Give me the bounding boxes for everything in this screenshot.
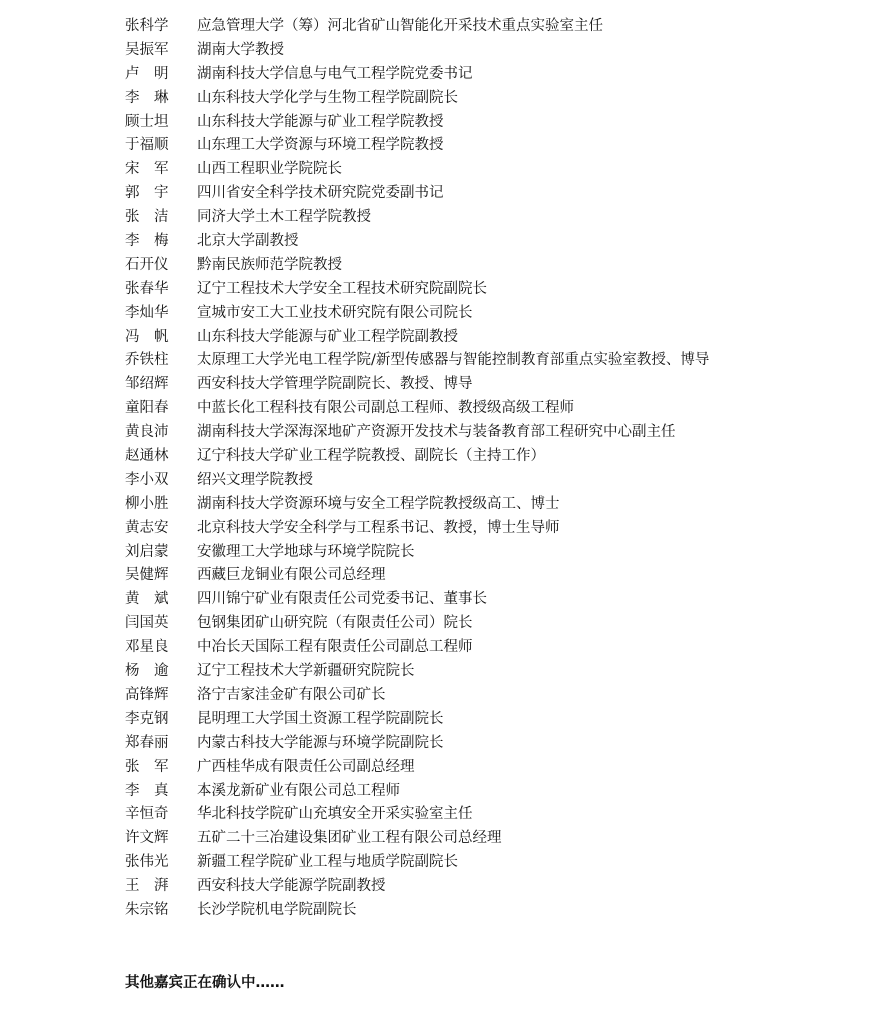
- guest-name: 李 琳: [125, 89, 169, 106]
- guest-name: 高锋辉: [125, 686, 169, 703]
- guest-name: 黄志安: [125, 519, 169, 536]
- guest-name: 顾士坦: [125, 113, 169, 130]
- guest-name: 郑春丽: [125, 734, 169, 751]
- guest-name: 刘启蒙: [125, 543, 169, 560]
- guest-title: 辽宁工程技术大学新疆研究院院长: [197, 663, 415, 680]
- guest-list: [125, 15, 865, 923]
- guest-title: 本溪龙新矿业有限公司总工程师: [197, 782, 400, 799]
- guest-name: 李小双: [125, 471, 169, 488]
- guest-title: 包钢集团矿山研究院（有限责任公司）院长: [197, 615, 473, 632]
- guest-row: [125, 134, 865, 158]
- guest-title: 西藏巨龙铜业有限公司总经理: [197, 567, 386, 584]
- guest-title: 内蒙古科技大学能源与环境学院副院长: [197, 734, 444, 751]
- guest-row: [125, 15, 865, 39]
- guest-name: 朱宗铭: [125, 901, 169, 918]
- guest-row: [125, 541, 865, 565]
- guest-row: [125, 254, 865, 278]
- guest-title: 黔南民族师范学院教授: [197, 256, 342, 273]
- guest-row: [125, 780, 865, 804]
- guest-row: [125, 158, 865, 182]
- guest-title: 同济大学土木工程学院教授: [197, 209, 371, 226]
- guest-row: [125, 206, 865, 230]
- guest-row: [125, 87, 865, 111]
- guest-row: [125, 732, 865, 756]
- guest-row: [125, 63, 865, 87]
- guest-title: 湖南科技大学深海深地矿产资源开发技术与装备教育部工程研究中心副主任: [197, 424, 676, 441]
- guest-title: 长沙学院机电学院副院长: [197, 901, 357, 918]
- guest-row: [125, 827, 865, 851]
- guest-title: 辽宁工程技术大学安全工程技术研究院副院长: [197, 280, 487, 297]
- guest-row: [125, 397, 865, 421]
- guest-row: [125, 445, 865, 469]
- guest-name: 李 真: [125, 782, 169, 799]
- guest-name: 闫国英: [125, 615, 169, 632]
- guest-name: 张春华: [125, 280, 169, 297]
- guest-name: 黄 斌: [125, 591, 169, 608]
- guest-row: [125, 517, 865, 541]
- guest-name: 李 梅: [125, 233, 169, 250]
- guest-row: [125, 111, 865, 135]
- guest-title: 洛宁吉家洼金矿有限公司矿长: [197, 686, 386, 703]
- guest-title: 中冶长天国际工程有限责任公司副总工程师: [197, 639, 473, 656]
- guest-title: 绍兴文理学院教授: [197, 471, 313, 488]
- guest-name: 郭 宇: [125, 185, 169, 202]
- guest-row: [125, 684, 865, 708]
- guest-title: 太原理工大学光电工程学院/新型传感器与智能控制教育部重点实验室教授、博导: [197, 352, 710, 369]
- guest-row: [125, 899, 865, 923]
- guest-title: 湖南大学教授: [197, 41, 284, 58]
- guest-name: 张 洁: [125, 209, 169, 226]
- guest-name: 赵通林: [125, 448, 169, 465]
- guest-row: [125, 230, 865, 254]
- guest-row: [125, 612, 865, 636]
- guest-title: 山东理工大学资源与环境工程学院教授: [197, 137, 444, 154]
- guest-name: 杨 逾: [125, 663, 169, 680]
- guest-title: 西安科技大学能源学院副教授: [197, 878, 386, 895]
- guest-name: 乔铁柱: [125, 352, 169, 369]
- guest-name: 张科学: [125, 18, 169, 34]
- guest-title: 辽宁科技大学矿业工程学院教授、副院长（主持工作）: [197, 448, 545, 465]
- guest-name: 黄良沛: [125, 424, 169, 441]
- guest-name: 冯 帆: [125, 328, 169, 345]
- guest-row: [125, 469, 865, 493]
- guest-title: 山西工程职业学院院长: [197, 161, 342, 178]
- guest-name: 宋 军: [125, 161, 169, 178]
- guest-title: 广西桂华成有限责任公司副总经理: [197, 758, 415, 775]
- guest-title: 应急管理大学（筹）河北省矿山智能化开采技术重点实验室主任: [197, 18, 603, 34]
- guest-row: [125, 875, 865, 899]
- guest-title: 四川省安全科学技术研究院党委副书记: [197, 185, 444, 202]
- guest-name: 邹绍辉: [125, 376, 169, 393]
- guest-row: [125, 756, 865, 780]
- guest-name: 吴振军: [125, 41, 169, 58]
- guest-name: 张伟光: [125, 854, 169, 871]
- guest-name: 于福顺: [125, 137, 169, 154]
- guest-title: 湖南科技大学信息与电气工程学院党委书记: [197, 65, 473, 82]
- guest-row: [125, 39, 865, 63]
- guest-row: [125, 349, 865, 373]
- guest-row: [125, 708, 865, 732]
- guest-row: [125, 803, 865, 827]
- guest-title: 山东科技大学能源与矿业工程学院副教授: [197, 328, 458, 345]
- guest-name: 卢 明: [125, 65, 169, 82]
- guest-row: [125, 278, 865, 302]
- guest-row: [125, 373, 865, 397]
- closing-note: 其他嘉宾正在确认中……: [125, 975, 285, 991]
- guest-title: 山东科技大学能源与矿业工程学院教授: [197, 113, 444, 130]
- guest-row: [125, 636, 865, 660]
- guest-name: 许文辉: [125, 830, 169, 847]
- guest-title: 北京大学副教授: [197, 233, 299, 250]
- guest-name: 李克钢: [125, 710, 169, 727]
- guest-title: 四川锦宁矿业有限责任公司党委书记、董事长: [197, 591, 487, 608]
- guest-title: 昆明理工大学国土资源工程学院副院长: [197, 710, 444, 727]
- guest-title: 北京科技大学安全科学与工程系书记、教授，博士生导师: [197, 519, 560, 536]
- guest-row: [125, 851, 865, 875]
- guest-title: 华北科技学院矿山充填安全开采实验室主任: [197, 806, 473, 823]
- guest-row: [125, 588, 865, 612]
- guest-title: 新疆工程学院矿业工程与地质学院副院长: [197, 854, 458, 871]
- guest-row: [125, 660, 865, 684]
- guest-title: 五矿二十三冶建设集团矿业工程有限公司总经理: [197, 830, 502, 847]
- guest-row: [125, 326, 865, 350]
- guest-name: 李灿华: [125, 304, 169, 321]
- guest-name: 柳小胜: [125, 495, 169, 512]
- guest-name: 张 军: [125, 758, 169, 775]
- guest-row: [125, 421, 865, 445]
- guest-title: 宣城市安工大工业技术研究院有限公司院长: [197, 304, 473, 321]
- guest-title: 安徽理工大学地球与环境学院院长: [197, 543, 415, 560]
- guest-row: [125, 302, 865, 326]
- guest-name: 王 湃: [125, 878, 169, 895]
- guest-name: 石开仪: [125, 256, 169, 273]
- guest-name: 辛恒奇: [125, 806, 169, 823]
- guest-row: [125, 564, 865, 588]
- guest-row: [125, 493, 865, 517]
- guest-name: 邓星良: [125, 639, 169, 656]
- guest-title: 湖南科技大学资源环境与安全工程学院教授级高工、博士: [197, 495, 560, 512]
- guest-name: 童阳春: [125, 400, 169, 417]
- guest-title: 中蓝长化工程科技有限公司副总工程师、教授级高级工程师: [197, 400, 574, 417]
- guest-row: [125, 182, 865, 206]
- guest-name: 吴健辉: [125, 567, 169, 584]
- guest-title: 西安科技大学管理学院副院长、教授、博导: [197, 376, 473, 393]
- guest-title: 山东科技大学化学与生物工程学院副院长: [197, 89, 458, 106]
